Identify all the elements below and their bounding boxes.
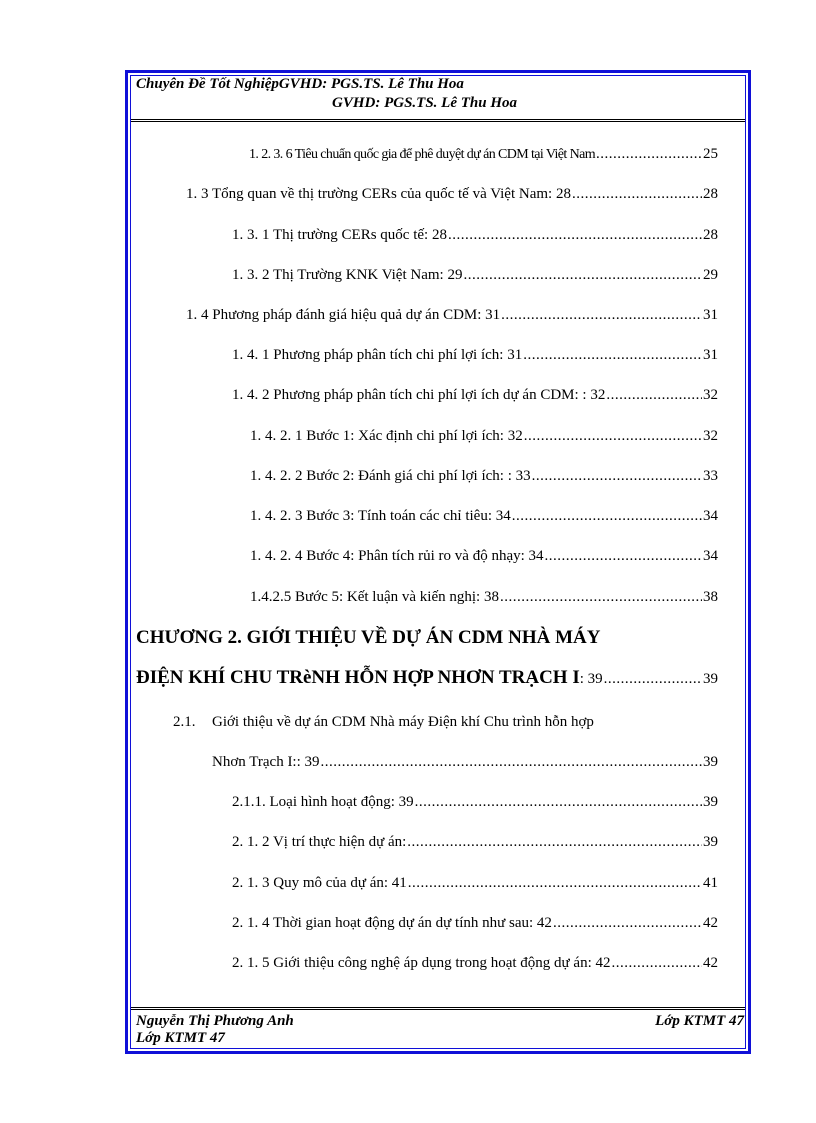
- toc-entry-page: 39: [703, 671, 718, 687]
- toc-leader: [606, 387, 702, 404]
- toc-entry-page: 32: [703, 387, 718, 403]
- toc-entry-1-4-1[interactable]: [232, 347, 718, 369]
- toc-entry-page: 32: [703, 428, 718, 444]
- toc-entry-1-3-2[interactable]: [232, 267, 718, 289]
- toc-entry-page: 33: [703, 468, 718, 484]
- section-2-1-title-line-1[interactable]: Giới thiệu về dự án CDM Nhà máy Điện khí Chu trình hỗn hợp: [212, 714, 594, 730]
- toc-entry-page: 39: [703, 834, 718, 850]
- toc-leader: [501, 307, 702, 324]
- toc-entry-text: 2. 1. 5 Giới thiệu công nghệ áp dụng trong hoạt động dự án: 42: [232, 955, 611, 971]
- toc-leader: [408, 875, 702, 892]
- toc-entry-page: 25: [703, 146, 718, 162]
- toc-entry-1-2-3-6[interactable]: [249, 146, 718, 168]
- toc-entry-page: 28: [703, 186, 718, 202]
- chapter-2-title-page-ref: : 39: [579, 671, 603, 687]
- toc-entry-page: 31: [703, 307, 718, 323]
- toc-entry-text: 1. 4 Phương pháp đánh giá hiệu quả dự án CDM: 31: [186, 307, 501, 323]
- toc-entry-text: 1. 3. 1 Thị trường CERs quốc tế: 28: [232, 227, 447, 243]
- section-2-1-number: 2.1.: [173, 714, 196, 730]
- toc-entry-page: 39: [703, 794, 718, 810]
- toc-entry-1-4-2-1[interactable]: [250, 428, 718, 450]
- toc-entry-1-4-2[interactable]: [232, 387, 718, 409]
- toc-entry-page: 42: [703, 955, 718, 971]
- footer-author-name: Nguyễn Thị Phương Anh: [136, 1013, 294, 1029]
- toc-entry-text: 2.1.1. Loại hình hoạt động: 39: [232, 794, 414, 810]
- chapter-2-heading-line-2[interactable]: [136, 667, 718, 693]
- section-2-1-title-line-2[interactable]: [212, 754, 718, 776]
- chapter-2-heading-line-1[interactable]: CHƯƠNG 2. GIỚI THIỆU VỀ DỰ ÁN CDM NHÀ MÁY: [136, 627, 601, 648]
- toc-entry-page: 28: [703, 227, 718, 243]
- toc-entry-page: 39: [703, 754, 718, 770]
- toc-leader: [553, 915, 702, 932]
- toc-leader: [512, 508, 702, 525]
- toc-leader: [532, 468, 702, 485]
- toc-entry-page: 31: [703, 347, 718, 363]
- toc-entry-1-4-2-5[interactable]: [250, 589, 718, 611]
- footer-rule: [131, 1007, 745, 1010]
- toc-leader: [415, 794, 702, 811]
- header-line-1: Chuyên Đề Tốt NghiệpGVHD: PGS.TS. Lê Thu Hoa: [136, 76, 464, 92]
- toc-entry-1-4-2-2[interactable]: [250, 468, 718, 490]
- toc-entry-2-1-1[interactable]: [232, 794, 718, 816]
- toc-entry-text: 2. 1. 2 Vị trí thực hiện dự án:: [232, 834, 407, 850]
- toc-entry-text: 1. 3. 2 Thị Trường KNK Việt Nam: 29: [232, 267, 463, 283]
- toc-leader: [321, 754, 702, 771]
- toc-entry-text: 2. 1. 4 Thời gian hoạt động dự án dự tính như sau: 42: [232, 915, 552, 931]
- toc-leader: [612, 955, 702, 972]
- toc-entry-text: 1. 4. 2. 3 Bước 3: Tính toán các chỉ tiêu: 34: [250, 508, 511, 524]
- toc-leader: [463, 267, 702, 284]
- toc-entry-1-3[interactable]: [186, 186, 718, 208]
- toc-entry-text: 1. 4. 2. 4 Bước 4: Phân tích rủi ro và độ nhạy: 34: [250, 548, 544, 564]
- header-line-2: GVHD: PGS.TS. Lê Thu Hoa: [332, 95, 518, 111]
- toc-entry-text: 1. 4. 2 Phương pháp phân tích chi phí lợi ích dự án CDM: : 32: [232, 387, 606, 403]
- toc-entry-text: 1. 2. 3. 6 Tiêu chuẩn quốc gia để phê duyệt dự án CDM tại Việt Nam: [249, 147, 596, 162]
- toc-leader: [604, 671, 702, 688]
- chapter-2-title-bold: ĐIỆN KHÍ CHU TRèNH HỖN HỢP NHƠN TRẠCH I: [136, 667, 580, 688]
- toc-leader: [448, 227, 702, 244]
- toc-entry-text: 1. 4. 1 Phương pháp phân tích chi phí lợi ích: 31: [232, 347, 523, 363]
- toc-entry-text: 1.4.2.5 Bước 5: Kết luận và kiến nghị: 38: [250, 589, 499, 605]
- toc-entry-text: 1. 4. 2. 2 Bước 2: Đánh giá chi phí lợi ích: : 33: [250, 468, 531, 484]
- toc-entry-1-4[interactable]: [186, 307, 718, 329]
- toc-entry-page: 34: [703, 548, 718, 564]
- footer-class-right: Lớp KTMT 47: [655, 1013, 744, 1029]
- toc-entry-page: 41: [703, 875, 718, 891]
- toc-entry-page: 34: [703, 508, 718, 524]
- toc-entry-1-4-2-3[interactable]: [250, 508, 718, 530]
- header-rule: [131, 119, 745, 122]
- toc-entry-page: 42: [703, 915, 718, 931]
- toc-entry-page: 29: [703, 267, 718, 283]
- toc-leader: [407, 834, 702, 851]
- toc-leader: [572, 186, 702, 203]
- toc-entry-2-1-3[interactable]: [232, 875, 718, 897]
- toc-entry-2-1-2[interactable]: [232, 834, 718, 856]
- toc-entry-2-1-5[interactable]: [232, 955, 718, 977]
- toc-leader: [500, 589, 702, 606]
- footer-class-left: Lớp KTMT 47: [136, 1030, 225, 1046]
- toc-entry-page: 38: [703, 589, 718, 605]
- toc-leader: [596, 146, 702, 163]
- toc-entry-1-3-1[interactable]: [232, 227, 718, 249]
- toc-entry-text: 1. 4. 2. 1 Bước 1: Xác định chi phí lợi ích: 32: [250, 428, 523, 444]
- toc-entry-text: Nhơn Trạch I:: 39: [212, 754, 320, 770]
- toc-leader: [523, 347, 702, 364]
- toc-leader: [545, 548, 702, 565]
- toc-entry-2-1-4[interactable]: [232, 915, 718, 937]
- toc-leader: [524, 428, 702, 445]
- toc-entry-text: 1. 3 Tổng quan về thị trường CERs của quốc tế và Việt Nam: 28: [186, 186, 571, 202]
- toc-entry-text: 2. 1. 3 Quy mô của dự án: 41: [232, 875, 407, 891]
- toc-entry-1-4-2-4[interactable]: [250, 548, 718, 570]
